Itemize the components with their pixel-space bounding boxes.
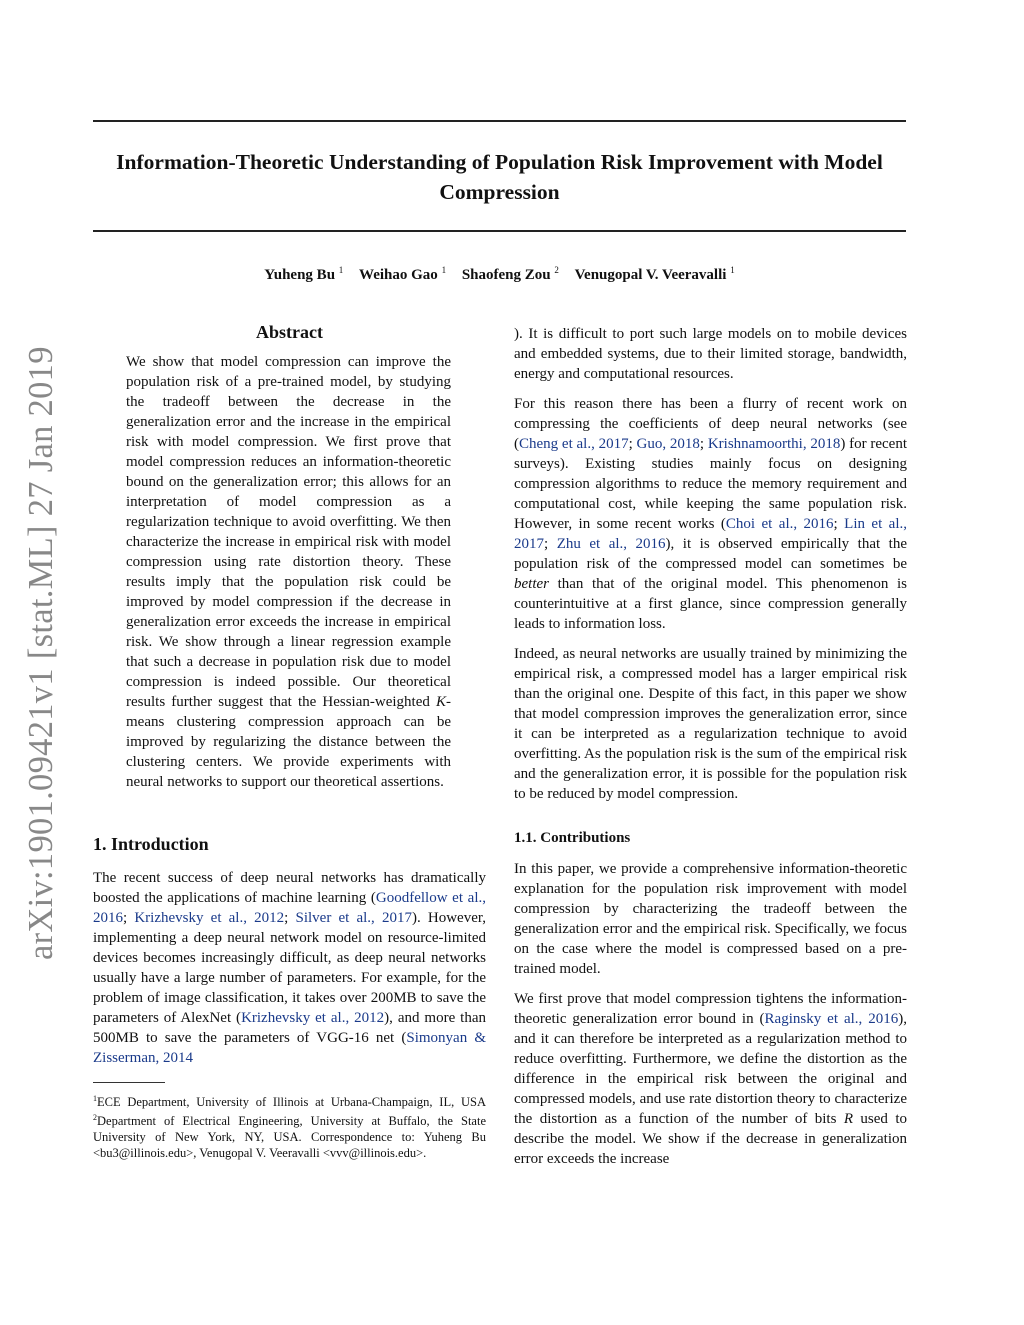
contributions-paragraph-1: In this paper, we provide a comprehensive information-theoretic explanation for the population risk improvement with model compression by characterizing the tradeoff between the generalization error and the empirical risk. Specifically, we focus on the case where the model is compressed based on a pre-trained model. — [514, 861, 907, 977]
intro-paragraph-2: For this reason there has been a flurry of recent work on compressing the coefficients of deep neural networks (see (Cheng et al., 2017; Guo, 2018; Krishnamoorthi, 2018) for recent surveys). Existing studies mainly focus on designing compression algorithms to reduce the memory requirement and computational cost, while keeping the same population risk. However, in some recent works (Choi et al., 2016; Lin et al., 2017; Zhu et al., 2016), it is observed empirically that the population risk of the compressed model can sometimes be better than that of the original model. This phenomenon is counterintuitive at a first glance, since compression generally leads to information loss. — [514, 396, 908, 632]
author: Yuheng Bu $^1$ — [264, 265, 344, 283]
left-column — [93, 322, 486, 1161]
author: Weihao Gao $^1$ — [359, 265, 447, 283]
intro-paragraph-3: Indeed, as neural networks are usually trained by minimizing the empirical risk, a compressed model has a larger empirical risk than the original one. Despite of this fact, in this paper we show that model compression improves the generalization error, since it can be interpreted as a regularization technique to avoid overfitting. As the population risk is the sum of the empirical risk and the generalization error, it is possible for the population risk to be reduced by model compression. — [514, 646, 907, 802]
abstract-body: We show that model compression can improve the population risk of a pre-trained model, by studying the tradeoff between the decrease in the generalization error and the increase in the empirical risk with model compression. We first prove that model compression reduces an information-theoretic bound on the generalization error; this allows for an interpretation of model compression as a regularization technique to avoid overfitting. We then characterize the increase in empirical risk with model compression using rate distortion theory. These results imply that the population risk could be improved by model compression if the decrease in generalization error exceeds the increase in empirical risk. We show through a linear regression example that such a decrease in population risk due to model compression is indeed possible. Our theoretical results further suggest that the Hessian-weighted K-means clustering compression approach can be improved by regularizing the distance between the clustering centers. We provide experiments with neural networks to support our theoretical assertions. — [126, 354, 451, 790]
footnote: $^1$ECE Department, University of Illinois at Urbana-Champaign, IL, USA $^2$Department of Electrical Engineering, University at Buffalo, the State University of New York, NY, USA. Correspondence to: Yuheng Bu <bu3@illinois.edu>, Venugopal V. Veeravalli <vvv@illinois.edu>. — [93, 1094, 486, 1161]
citation-link[interactable]: Lin et al., 2017 — [514, 516, 908, 552]
contributions-paragraph-2: We first prove that model compression tightens the information-theoretic generalization error bound in (Raginsky et al., 2016), and it can therefore be interpreted as a regularization method to reduce overfitting. Furthermore, we define the distortion as the difference in the empirical risk between the original and compressed models, and use rate distortion theory to characterize the distortion as a function of the number of bits R used to describe the model. We show if the decrease in generalization error exceeds the increase — [514, 991, 907, 1167]
citation-link[interactable]: Krishnamoorthi, 2018 — [707, 436, 841, 452]
footnote-rule — [93, 1082, 165, 1083]
citation-link[interactable]: Silver et al., 2017 — [295, 910, 412, 926]
abstract-heading: Abstract — [256, 322, 323, 342]
citation-link[interactable]: Goodfellow et al., 2016 — [93, 890, 486, 926]
citation-link[interactable]: Choi et al., 2016 — [725, 516, 834, 532]
citation-link[interactable]: Zhu et al., 2016 — [556, 536, 666, 552]
math-r: R — [843, 1111, 854, 1127]
citation-link[interactable]: Krizhevsky et al., 2012 — [241, 1010, 385, 1026]
contributions-heading: 1.1. Contributions — [514, 830, 631, 846]
author-list — [93, 265, 906, 284]
author: Venugopal V. Veeravalli $^1$ — [574, 265, 735, 283]
arxiv-stamp: arXiv:1901.09421v1 [stat.ML] 27 Jan 2019 — [22, 346, 60, 960]
introduction-heading: 1. Introduction — [93, 834, 209, 854]
citation-link[interactable]: Raginsky et al., 2016 — [764, 1011, 899, 1027]
citation-link[interactable]: Simonyan & Zisserman, 2014 — [93, 1030, 486, 1066]
right-column — [514, 324, 907, 1179]
title-rule-top — [93, 120, 906, 122]
author: Shaofeng Zou $^2$ — [461, 265, 559, 283]
intro-paragraph-1-continued: ). It is difficult to port such large models on to mobile devices and embedded systems, due to their limited storage, bandwidth, energy and computational resources. — [514, 326, 907, 382]
paper-title: Information-Theoretic Understanding of Population Risk Improvement with Model Compression — [116, 150, 883, 204]
intro-paragraph-1: The recent success of deep neural networks has dramatically boosted the applications of machine learning (Goodfellow et al., 2016; Krizhevsky et al., 2012; Silver et al., 2017). However, implementing a deep neural network model on resource-limited devices becomes increasingly difficult, as deep neural networks usually have a large number of parameters. For example, for the problem of image classification, it takes over 200MB to save the parameters of AlexNet (Krizhevsky et al., 2012), and more than 500MB to save the parameters of VGG-16 net (Simonyan & Zisserman, 2014 — [93, 870, 487, 1066]
math-k: K — [435, 694, 446, 710]
citation-link[interactable]: Guo, 2018 — [636, 436, 700, 452]
title-rule-bottom — [93, 230, 906, 232]
citation-link[interactable]: Krizhevsky et al., 2012 — [134, 910, 285, 926]
citation-link[interactable]: Cheng et al., 2017 — [519, 436, 629, 452]
